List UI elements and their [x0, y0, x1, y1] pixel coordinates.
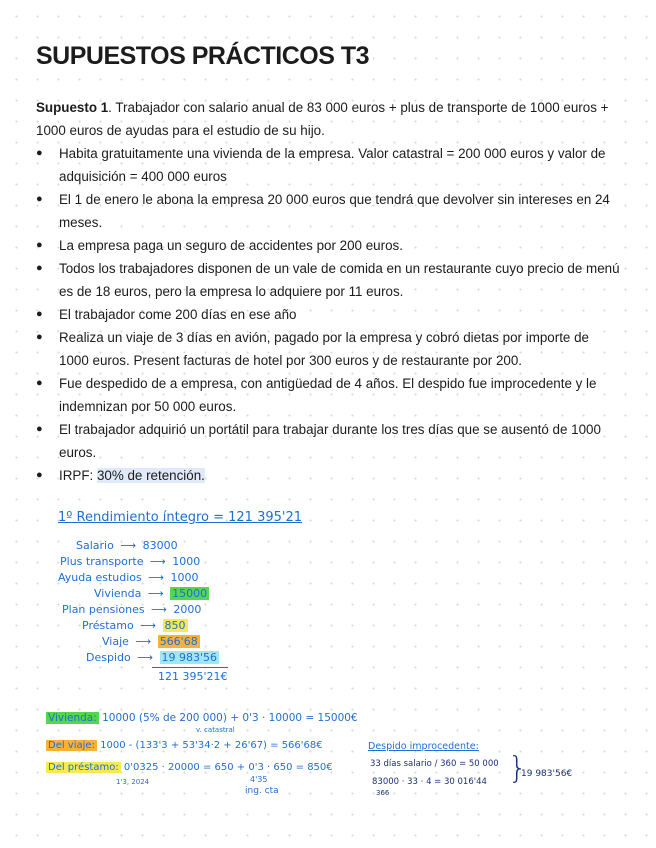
- breakdown-row: Ayuda estudios ⟶ 1000: [58, 571, 199, 584]
- list-item: ● IRPF: 30% de retención.: [36, 464, 622, 487]
- breakdown-total: 121 395'21€: [158, 670, 228, 683]
- prestamo-subnote: 4'35: [250, 775, 268, 784]
- arrow-icon: ⟶: [137, 651, 154, 664]
- supuesto-label: Supuesto 1: [36, 100, 109, 115]
- list-item: ● La empresa paga un seguro de accidentes por 200 euros.: [36, 234, 622, 257]
- despido-line-2-denominator: 366: [376, 789, 390, 797]
- arrow-icon: ⟶: [147, 587, 164, 600]
- vivienda-note: v. catastral: [196, 726, 235, 734]
- sum-line: [152, 667, 228, 668]
- list-item: ● Realiza un viaje de 3 días en avión, pagado por la empresa y cobró dietas por importe de 1000 euros. Present facturas de hotel por 300 euros y de restaurante por 200.: [36, 326, 622, 372]
- supuesto-bullet-list: [36, 142, 622, 487]
- despido-line-2: 83000 · 33 · 4 = 30 016'44: [372, 777, 487, 787]
- arrow-icon: ⟶: [148, 571, 165, 584]
- list-item: ● Habita gratuitamente una vivienda de la empresa. Valor catastral = 200 000 euros y valor de adquisición = 400 000 euros: [36, 142, 622, 188]
- vivienda-calc: Vivienda: 10000 (5% de 200 000) + 0'3 · 10000 = 15000€: [48, 712, 358, 724]
- arrow-icon: ⟶: [120, 539, 137, 552]
- breakdown-row: Viaje ⟶ 566'68: [102, 635, 198, 648]
- breakdown-row: Vivienda ⟶ 15000: [94, 587, 208, 600]
- list-item: ● El 1 de enero le abona la empresa 20 000 euros que tendrá que devolver sin intereses en 24 meses.: [36, 188, 622, 234]
- prestamo-denominator: 1'3, 2024: [116, 778, 150, 786]
- bullet-icon: ●: [36, 239, 43, 251]
- list-item: ● El trabajador adquirió un portátil para trabajar durante los tres días que se ausentó de 1000 euros.: [36, 418, 622, 464]
- highlighted-text: 30% de retención.: [96, 468, 205, 483]
- brace-icon: }: [508, 751, 528, 786]
- bullet-icon: ●: [36, 193, 43, 205]
- supuesto-body: [36, 96, 622, 487]
- arrow-icon: ⟶: [151, 603, 167, 616]
- breakdown-row: Plan pensiones ⟶ 2000: [62, 603, 202, 616]
- despido-total: 19 983'56€: [521, 769, 573, 779]
- handwritten-heading: 1º Rendimiento íntegro = 121 395'21: [58, 510, 303, 525]
- arrow-icon: ⟶: [140, 619, 156, 632]
- breakdown-row: Préstamo ⟶ 850: [82, 619, 186, 632]
- bullet-icon: ●: [36, 377, 43, 389]
- bullet-icon: ●: [36, 147, 43, 159]
- viaje-calc: Del viaje: 1000 - (133'3 + 53'34·2 + 26'67) = 566'68€: [48, 740, 323, 751]
- bullet-icon: ●: [36, 308, 43, 320]
- despido-heading: Despido improcedente:: [368, 741, 479, 752]
- prestamo-subnote-2: ing. cta: [245, 786, 279, 796]
- bullet-icon: ●: [36, 423, 43, 435]
- page-title: SUPUESTOS PRÁCTICOS T3: [36, 42, 370, 70]
- despido-line-1: 33 días salario / 360 = 50 000: [370, 759, 499, 769]
- breakdown-row: Salario ⟶ 83000: [76, 539, 178, 552]
- bullet-icon: ●: [36, 331, 43, 343]
- list-item: ● El trabajador come 200 días en ese año: [36, 303, 622, 326]
- arrow-icon: ⟶: [149, 555, 166, 568]
- list-item: ● Fue despedido de a empresa, con antigüedad de 4 años. El despido fue improcedente y le indemnizan por 50 000 euros.: [36, 372, 622, 418]
- prestamo-calc: Del préstamo: 0'0325 · 20000 = 650 + 0'3 · 650 = 850€: [48, 762, 333, 773]
- supuesto-intro-text: . Trabajador con salario anual de 83 000 euros + plus de transporte de 1000 euros + 1000 euros de ayudas para el estudio de su hijo.: [36, 100, 609, 138]
- arrow-icon: ⟶: [135, 635, 152, 648]
- bullet-icon: ●: [36, 262, 43, 274]
- bullet-icon: ●: [36, 469, 43, 481]
- breakdown-row: Plus transporte ⟶ 1000: [60, 555, 201, 568]
- breakdown-row: Despido ⟶ 19 983'56: [86, 651, 218, 664]
- list-item: ● Todos los trabajadores disponen de un vale de comida en un restaurante cuyo precio de menú es de 18 euros, pero la empresa lo adquiere por 11 euros.: [36, 257, 622, 303]
- supuesto-intro: [36, 96, 622, 142]
